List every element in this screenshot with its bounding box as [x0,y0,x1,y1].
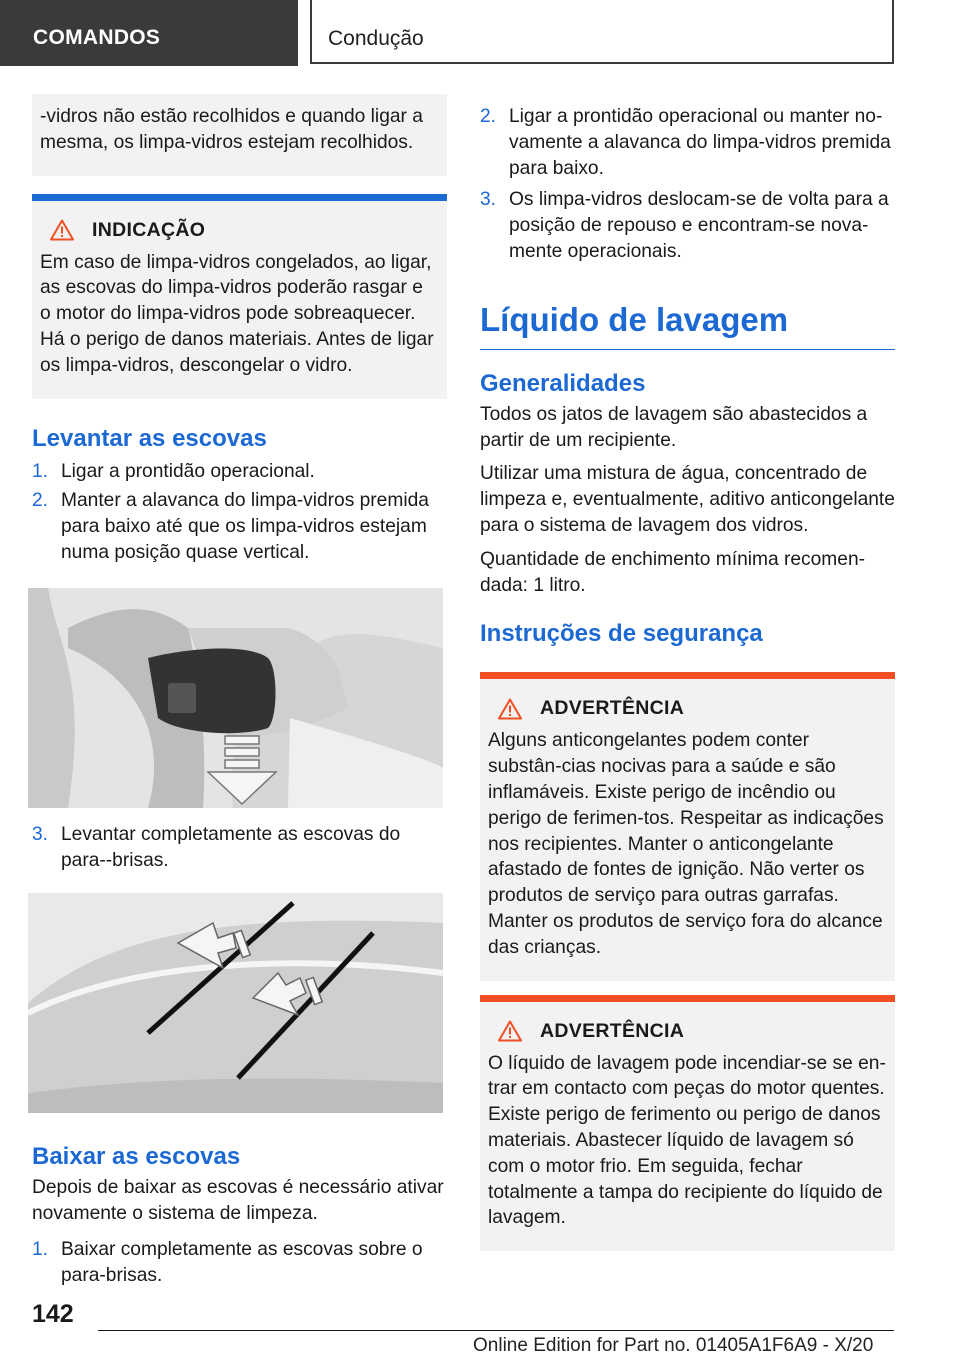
section-title: COMANDOS [33,26,161,49]
general-paragraph: Todos os jatos de lavagem são abastecidos a partir de um recipiente. [480,403,868,451]
list-item [32,459,447,485]
page-number: 142 [32,1300,74,1328]
warning-title-row [488,1020,887,1043]
step-number: 1. [32,1238,49,1260]
step-number: 3. [32,823,49,845]
step-text: Os limpa-vidros deslocam-se de volta para a posição de repouso e encontram-se nova-mente operacionais. [509,189,889,262]
safety-heading: Instruções de segurança [480,620,763,648]
step-text: Baixar completamente as escovas sobre o para-brisas. [61,1238,423,1286]
list-item [32,1237,447,1289]
step-number: 2. [480,106,497,127]
warning-text: O líquido de lavagem pode incendiar-se se en-trar em contacto com peças do motor quentes. Existe perigo de ferimento ou perigo de danos materiais. Abastecer líquido de lavagem só com o motor frio. Em seguida, fechar totalmente a tampa do recipiente do líquido de lavagem. [488,1052,886,1229]
lower-text: Depois de baixar as escovas é necessário ativar novamente o sistema de limpeza. [32,1177,444,1225]
general-paragraph: Utilizar uma mistura de água, concentrado de limpeza e, eventualmente, aditivo anticongelante para o sistema de lavagem dos vidros. [480,463,895,536]
warning-title: ADVERTÊNCIA [540,1019,685,1042]
lower-steps [32,1237,447,1289]
list-item [480,104,895,181]
list-item [32,822,447,874]
continued-note-box [32,94,447,176]
resume-steps [480,104,895,265]
raise-steps [32,459,447,566]
step-number: 3. [480,189,497,211]
note-text: Em caso de limpa-vidros congelados, ao ligar, as escovas do limpa-vidros poderão rasgar e o motor do limpa-vidros pode sobreaquecer. Há o perigo de danos materiais. Antes de ligar os limpa-vidros, descongelar o vidro. [40,251,434,376]
continued-note-text: -vidros não estão recolhidos e quando ligar a mesma, os limpa-vidros estejam recolhidos. [40,106,423,153]
step-number: 1. [32,460,49,482]
warning-triangle-icon [498,1020,522,1042]
windscreen-image [28,893,443,1113]
step-text: Levantar completamente as escovas do para--brisas. [61,823,401,871]
warning-box [480,672,895,980]
general-paragraph: Quantidade de enchimento mínima recomen-dada: 1 litro. [480,548,866,596]
subsection-tab [310,0,894,64]
right-column [480,104,895,1251]
note-title-row [40,219,435,242]
warning-text: Alguns anticongelantes podem conter substân-cias nocivas para a saúde e são inflamáveis. Existe perigo de incêndio ou perigo de ferimen-tos. Respeitar as indicações nos recipientes. Manter o anticongelante afastado de fontes de ignição. Não verter os produtos de serviço para outras garrafas. Manter os produtos de serviço fora do alcance das crianças. [488,730,884,958]
step-text: Ligar a prontidão operacional. [61,460,315,482]
warning-box [480,995,895,1252]
washer-fluid-heading: Líquido de lavagem [480,301,895,350]
footer-divider [98,1330,894,1331]
page-header [0,0,960,66]
warning-title-row [488,697,887,720]
warning-triangle-icon [498,698,522,720]
wiper-lever-illustration [28,588,443,808]
step-text: Ligar a prontidão operacional ou manter no-vamente a alavanca do limpa-vidros premida para baixo. [509,106,891,179]
raise-heading: Levantar as escovas [32,424,267,452]
left-column [32,94,447,1289]
edition-label: Online Edition for Part no. 01405A1F6A9 - X/20 [473,1335,874,1356]
subsection-title: Condução [328,27,424,50]
general-heading: Generalidades [480,369,646,397]
lower-heading: Baixar as escovas [32,1143,241,1171]
warning-triangle-icon [50,219,74,241]
windscreen-wipers-illustration [28,893,443,1113]
list-item [32,488,447,565]
list-item [480,187,895,264]
step-text: Manter a alavanca do limpa-vidros premida para baixo até que os limpa-vidros estejam numa posição quase vertical. [61,490,429,563]
raise-step3 [32,822,447,874]
note-title: INDICAÇÃO [92,218,206,241]
wiper-lever-image [28,588,443,808]
step-number: 2. [32,490,49,512]
note-box [32,194,447,399]
warning-title: ADVERTÊNCIA [540,697,685,720]
section-tab [0,0,298,66]
